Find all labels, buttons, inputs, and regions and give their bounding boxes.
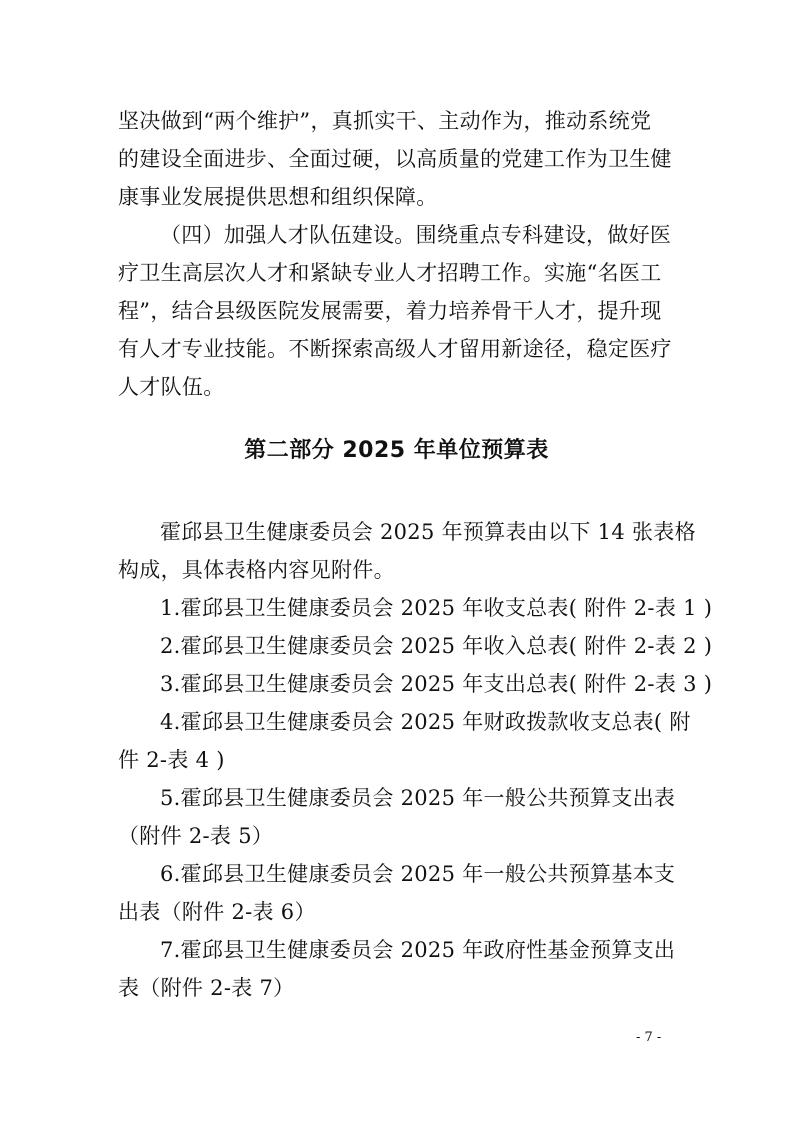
text-line: 1.霍邱县卫生健康委员会 2025 年收支总表( 附件 2-表 1 ) xyxy=(160,596,713,620)
text-line: 件 2-表 4 ) xyxy=(118,748,225,772)
text-line: （附件 2-表 5） xyxy=(118,824,274,848)
text-line: 有人才专业技能。不断探索高级人才留用新途径，稳定医疗 xyxy=(118,337,672,361)
text-line: 康事业发展提供思想和组织保障。 xyxy=(118,185,438,209)
text-line: 程”，结合县级医院发展需要，着力培养骨干人才，提升现 xyxy=(118,299,662,323)
text-line: 6.霍邱县卫生健康委员会 2025 年一般公共预算基本支 xyxy=(160,862,676,886)
text-line: （四）加强人才队伍建设。围绕重点专科建设，做好医 xyxy=(160,223,672,247)
text-line: 3.霍邱县卫生健康委员会 2025 年支出总表( 附件 2-表 3 ) xyxy=(160,672,713,696)
text-line: 坚决做到“两个维护”，真抓实干、主动作为，推动系统党 xyxy=(118,109,652,133)
text-line: 7.霍邱县卫生健康委员会 2025 年政府性基金预算支出 xyxy=(160,938,676,962)
text-line: 构成，具体表格内容见附件。 xyxy=(118,558,395,582)
text-line: 霍邱县卫生健康委员会 2025 年预算表由以下 14 张表格 xyxy=(160,520,696,544)
text-line: 5.霍邱县卫生健康委员会 2025 年一般公共预算支出表 xyxy=(160,786,676,810)
text-line: 的建设全面进步、全面过硬，以高质量的党建工作为卫生健 xyxy=(118,147,672,171)
text-line: 疗卫生高层次人才和紧缺专业人才招聘工作。实施“名医工 xyxy=(118,261,662,285)
text-line: 4.霍邱县卫生健康委员会 2025 年财政拨款收支总表( 附 xyxy=(160,710,691,734)
text-line: 出表（附件 2-表 6） xyxy=(118,900,316,924)
page-number: - 7 - xyxy=(636,1030,662,1045)
text-line: 2.霍邱县卫生健康委员会 2025 年收入总表( 附件 2-表 2 ) xyxy=(160,634,713,658)
section-heading: 第二部分 2025 年单位预算表 xyxy=(244,438,549,463)
text-line: 表（附件 2-表 7） xyxy=(118,976,295,1000)
text-line: 人才队伍。 xyxy=(118,375,225,399)
